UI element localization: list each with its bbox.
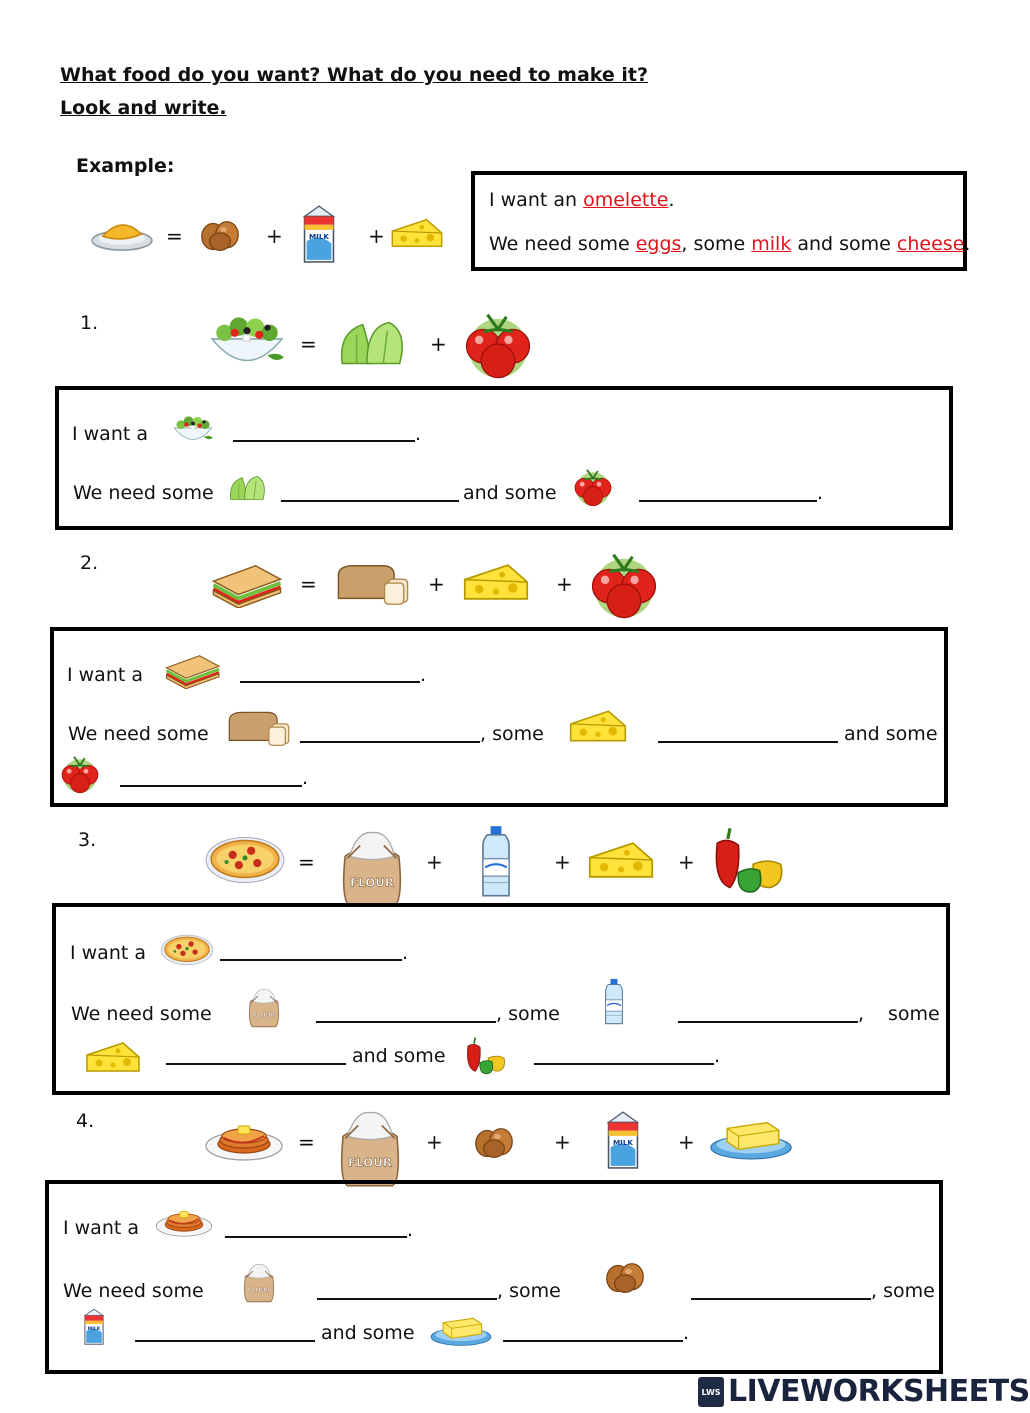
ex4-ingredient-3-input[interactable] xyxy=(135,1316,315,1342)
plus-sign: + xyxy=(556,572,573,596)
exercise-number: 4. xyxy=(76,1110,95,1132)
ex2-ingredient-1-input[interactable] xyxy=(300,717,480,743)
liveworksheets-logo-icon: LWS xyxy=(698,1377,724,1407)
tomatoes-icon xyxy=(456,306,540,380)
tomatoes-icon xyxy=(569,464,617,508)
period: . xyxy=(817,482,824,504)
ex3-ingredient-2-input[interactable] xyxy=(678,997,858,1023)
i-want-a-text: I want a xyxy=(72,423,148,445)
flour-icon xyxy=(237,1260,281,1304)
example-sentence-2: We need some eggs, some milk and some cheese. xyxy=(489,233,971,255)
period: . xyxy=(415,423,422,445)
and-some-text: and some xyxy=(844,723,938,745)
period: . xyxy=(402,942,409,964)
comma-some-text: , some xyxy=(497,1280,561,1302)
equals-sign: = xyxy=(298,1130,315,1154)
plus-sign: + xyxy=(430,332,447,356)
flour-icon xyxy=(332,1104,408,1190)
period: . xyxy=(407,1219,414,1241)
exercise-4-box xyxy=(45,1180,943,1374)
we-need-some-text: We need some xyxy=(68,723,209,745)
comma: , xyxy=(858,1003,865,1025)
period: . xyxy=(302,767,309,789)
period: . xyxy=(683,1322,690,1344)
salad-icon xyxy=(171,412,215,446)
ex4-ingredient-1-input[interactable] xyxy=(317,1274,497,1300)
cheese-icon xyxy=(584,836,658,884)
ex4-ingredient-2-input[interactable] xyxy=(691,1274,871,1300)
butter-icon xyxy=(708,1110,794,1164)
pancakes-icon xyxy=(155,1202,213,1240)
ex3-ingredient-1-input[interactable] xyxy=(316,997,496,1023)
example-label: Example: xyxy=(76,155,175,177)
exercise-1-box xyxy=(55,386,953,530)
answer-milk: milk xyxy=(751,233,792,255)
lettuce-icon xyxy=(332,312,414,374)
comma-some-text: , some xyxy=(480,723,544,745)
water-bottle-icon xyxy=(474,824,518,900)
and-some-text: and some xyxy=(352,1045,446,1067)
ex1-food-input[interactable] xyxy=(233,416,415,442)
omelette-icon xyxy=(90,210,154,254)
we-need-some-text: We need some xyxy=(71,1003,212,1025)
tomatoes-icon xyxy=(56,751,104,795)
example-answer-box xyxy=(471,171,971,271)
exercise-3-box xyxy=(52,903,950,1095)
ex3-ingredient-3-input[interactable] xyxy=(166,1039,346,1065)
and-some-text: and some xyxy=(321,1322,415,1344)
flour-icon xyxy=(242,985,286,1029)
answer-eggs: eggs xyxy=(635,233,682,255)
eggs-icon xyxy=(194,212,246,254)
equals-sign: = xyxy=(166,224,183,248)
plus-sign: + xyxy=(428,572,445,596)
i-want-a-text: I want a xyxy=(63,1217,139,1239)
we-need-some-text: We need some xyxy=(63,1280,204,1302)
plus-sign: + xyxy=(554,850,571,874)
and-some-text: and some xyxy=(463,482,557,504)
sandwich-icon xyxy=(206,560,286,608)
milk-icon xyxy=(81,1304,107,1348)
plus-sign: + xyxy=(368,224,385,248)
plus-sign: + xyxy=(678,1130,695,1154)
eggs-icon xyxy=(599,1252,651,1298)
comma-some-text: , some xyxy=(871,1280,935,1302)
butter-icon xyxy=(429,1310,493,1348)
i-want-a-text: I want a xyxy=(70,942,146,964)
water-bottle-icon xyxy=(600,975,628,1029)
pizza-icon xyxy=(160,933,214,967)
ex2-ingredient-3-input[interactable] xyxy=(120,761,302,787)
ex1-ingredient-2-input[interactable] xyxy=(639,476,817,502)
eggs-icon xyxy=(468,1118,520,1162)
peppers-icon xyxy=(462,1033,510,1077)
ex2-food-input[interactable] xyxy=(240,657,420,683)
exercise-number: 3. xyxy=(78,829,97,851)
milk-icon xyxy=(602,1108,644,1170)
cheese-icon xyxy=(388,214,446,252)
ex2-ingredient-2-input[interactable] xyxy=(658,717,838,743)
peppers-icon xyxy=(706,822,792,896)
ex4-food-input[interactable] xyxy=(225,1212,407,1238)
sandwich-icon xyxy=(162,651,222,689)
flour-icon xyxy=(334,824,410,910)
liveworksheets-brand: LIVEWORKSHEETS xyxy=(728,1374,1030,1409)
tomatoes-icon xyxy=(582,546,666,620)
answer-omelette: omelette xyxy=(583,189,669,211)
exercise-number: 2. xyxy=(80,552,99,574)
answer-cheese: cheese xyxy=(896,233,965,255)
cheese-icon xyxy=(566,705,630,747)
milk-icon xyxy=(298,202,340,264)
ex3-food-input[interactable] xyxy=(220,935,402,961)
exercise-number: 1. xyxy=(80,312,99,334)
we-need-some-text: We need some xyxy=(73,482,214,504)
plus-sign: + xyxy=(554,1130,571,1154)
ex1-ingredient-1-input[interactable] xyxy=(281,476,459,502)
ex4-ingredient-4-input[interactable] xyxy=(503,1316,683,1342)
salad-icon xyxy=(206,306,288,376)
plus-sign: + xyxy=(678,850,695,874)
pancakes-icon xyxy=(204,1112,284,1166)
example-sentence-1: I want an omelette. xyxy=(489,189,675,211)
period: . xyxy=(714,1045,721,1067)
comma-some-text: , some xyxy=(496,1003,560,1025)
equals-sign: = xyxy=(300,572,317,596)
lettuce-icon xyxy=(225,470,271,506)
equals-sign: = xyxy=(298,850,315,874)
bread-icon xyxy=(226,707,292,749)
exercise-2-box xyxy=(50,627,948,807)
some-text: some xyxy=(888,1003,940,1025)
instruction-line-2: Look and write. xyxy=(60,97,227,119)
period: . xyxy=(420,664,427,686)
ex3-ingredient-4-input[interactable] xyxy=(534,1039,714,1065)
plus-sign: + xyxy=(426,850,443,874)
instruction-line-1: What food do you want? What do you need to make it? xyxy=(60,64,649,86)
cheese-icon xyxy=(460,558,532,606)
i-want-a-text: I want a xyxy=(67,664,143,686)
pizza-icon xyxy=(204,834,286,886)
plus-sign: + xyxy=(266,224,283,248)
equals-sign: = xyxy=(300,332,317,356)
bread-icon xyxy=(332,560,414,608)
plus-sign: + xyxy=(426,1130,443,1154)
cheese-icon xyxy=(80,1037,146,1077)
